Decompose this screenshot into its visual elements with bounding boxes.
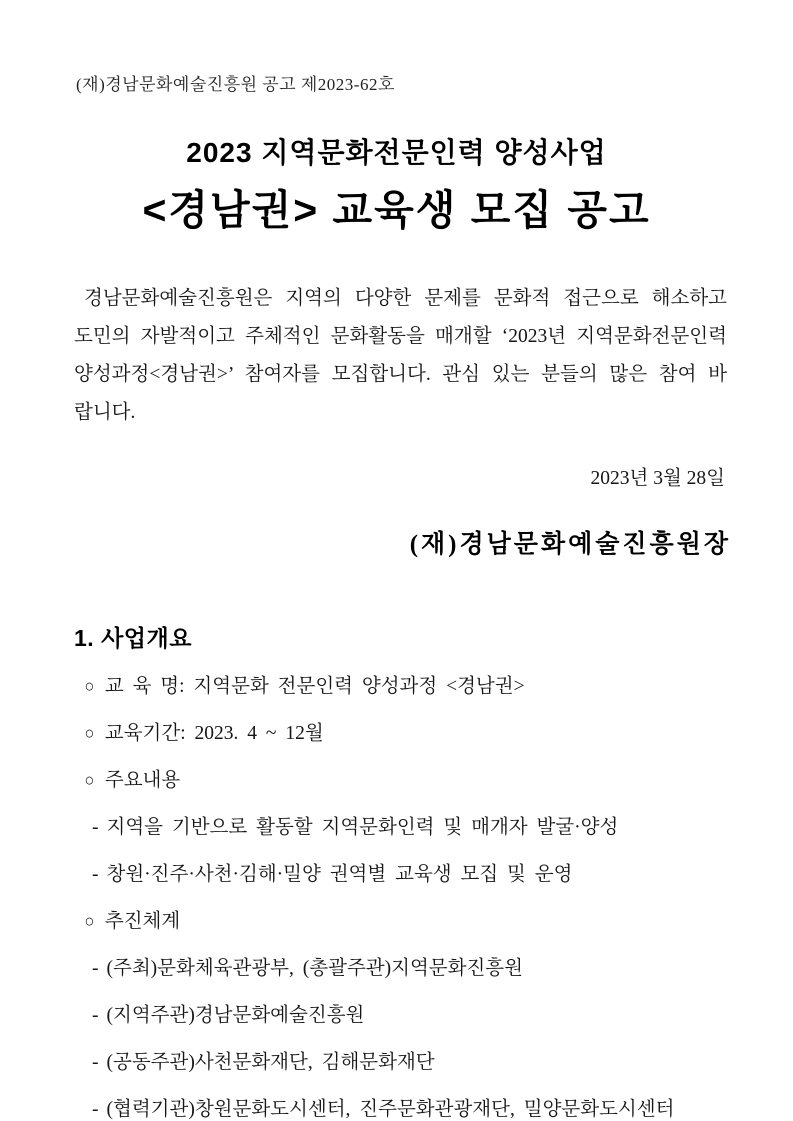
list-item: [84, 757, 743, 804]
title-block: [0, 131, 793, 236]
issuer-signature: (재)경남문화예술진흥원장: [409, 531, 731, 558]
list-item-text: (지역주관)경남문화예술진흥원: [106, 1005, 365, 1026]
list-item: [84, 710, 743, 757]
dash-bullet-marker: -: [92, 958, 99, 979]
dash-bullet-marker: -: [92, 1005, 99, 1026]
section-1-heading: 1. 사업개요: [74, 625, 192, 651]
section-1-item-list: [84, 663, 743, 1121]
document-number: (재)경남문화예술진흥원 공고 제2023-62호: [76, 75, 395, 94]
list-item-text: (협력기관)창원문화도시센터, 진주문화관광재단, 밀양문화도시센터: [106, 1099, 675, 1120]
list-item-text: (공동주관)사천문화재단, 김해문화재단: [106, 1052, 435, 1073]
circle-bullet-marker: ○: [84, 676, 95, 696]
announcement-date: 2023년 3월 28일: [590, 468, 725, 489]
list-item-text: 추진체계: [104, 911, 181, 932]
intro-paragraph: 경남문화예술진흥원은 지역의 다양한 문제를 문화적 접근으로 해소하고 도민의 자발적이고 주체적인 문화활동을 매개할 ‘2023년 지역문화전문인력 양성과정<경남권>’ 참여자를 모집합니다. 관심 있는 분들의 많은 참여 바랍니다.: [74, 288, 727, 423]
dash-bullet-marker: -: [92, 864, 99, 885]
list-item: [84, 898, 743, 945]
list-item: [84, 851, 743, 898]
dash-bullet-marker: -: [92, 1099, 99, 1120]
list-item: [84, 804, 743, 851]
list-item-text: (주최)문화체육관광부, (총괄주관)지역문화진흥원: [106, 958, 523, 979]
dash-bullet-marker: -: [92, 817, 99, 838]
list-item-text: 창원·진주·사천·김해·밀양 권역별 교육생 모집 및 운영: [106, 864, 573, 885]
list-item-text: 지역을 기반으로 활동할 지역문화인력 및 매개자 발굴·양성: [106, 817, 619, 838]
list-item: [84, 1039, 743, 1086]
program-title: 2023 지역문화전문인력 양성사업: [186, 137, 607, 168]
list-item: [84, 945, 743, 992]
list-item-text: 교육기간: 2023. 4 ~ 12월: [104, 723, 324, 744]
circle-bullet-marker: ○: [84, 770, 95, 790]
recruitment-title: <경남권> 교육생 모집 공고: [142, 187, 651, 233]
list-item-text: 주요내용: [104, 770, 181, 791]
list-item: [84, 663, 743, 710]
dash-bullet-marker: -: [92, 1052, 99, 1073]
circle-bullet-marker: ○: [84, 723, 95, 743]
circle-bullet-marker: ○: [84, 911, 95, 931]
list-item: [84, 1086, 743, 1121]
list-item: [84, 992, 743, 1039]
list-item-text: 교 육 명: 지역문화 전문인력 양성과정 <경남권>: [104, 676, 525, 697]
